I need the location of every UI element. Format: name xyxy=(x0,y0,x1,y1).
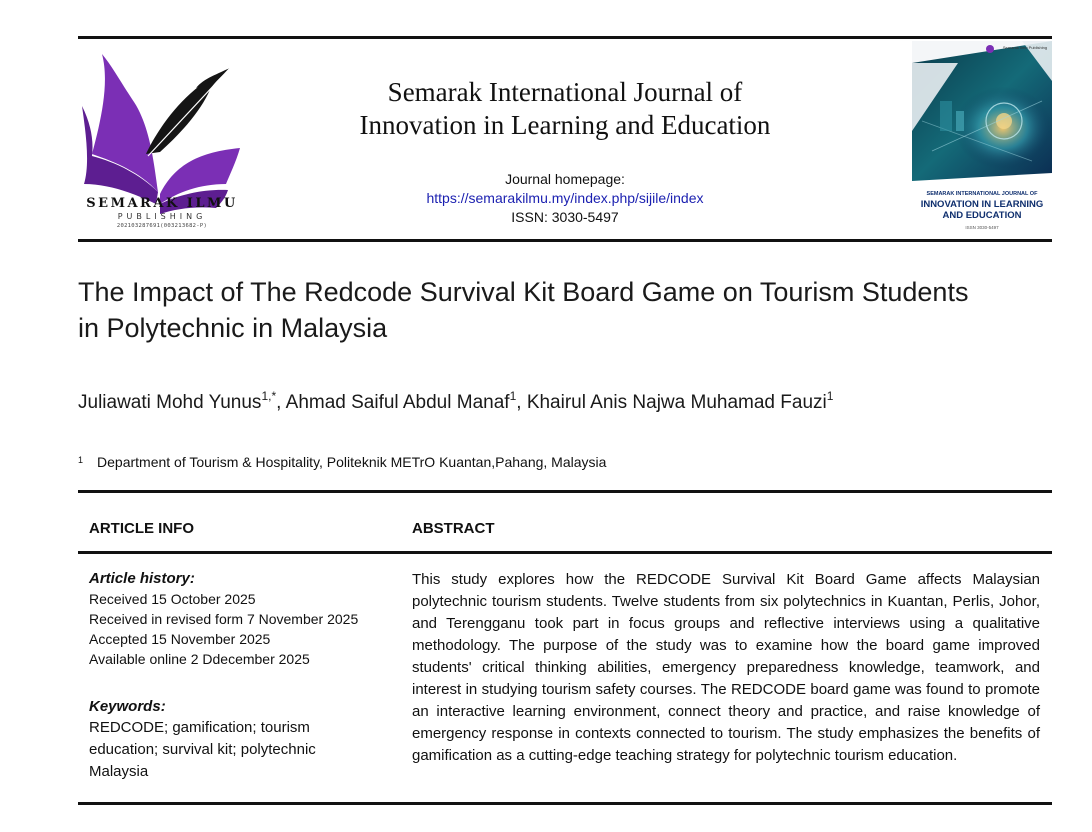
author-affiliation-mark: 1 xyxy=(826,389,834,403)
keywords-line: education; survival kit; polytechnic xyxy=(89,741,316,758)
article-title xyxy=(78,274,1058,346)
homepage-label: Journal homepage: xyxy=(505,171,625,187)
abstract-text: This study explores how the REDCODE Survival Kit Board Game affects Malaysian polytechnic tourism students. Twelve students from six polytechnics in Kuantan, Perlis, Johor, and Terengganu took part in focus groups and reflective interviews using a qualitative methodology. The purpose of the study was to examine how the board game improved students' critical thinking abilities, emergency preparedness knowledge, teamwork, and interest in studying tourism safety courses. The REDCODE board game was found to promote an interactive learning environment, connect theory and practice, and raise knowledge of emergency response in contexts connected to tourism. The study emphasizes the benefits of gamification as a cutting-edge teaching strategy for polytechnic tourism education. xyxy=(412,571,1040,764)
journal-issn: ISSN: 3030-5497 xyxy=(511,209,619,225)
author-name: Juliawati Mohd Yunus xyxy=(78,392,262,413)
logo-publisher-sub: PUBLISHING xyxy=(117,212,207,221)
journal-meta xyxy=(300,170,830,227)
affiliation xyxy=(78,454,606,470)
author-affiliation-mark: 1,* xyxy=(261,389,277,403)
author-list: Juliawati Mohd Yunus$^{1,*}$, Ahmad Saiful Abdul Manaf$^1$, Khairul Anis Najwa Muhamad Fauzi$^1$ xyxy=(78,389,834,413)
affiliation-number: 1 xyxy=(78,455,84,465)
cover-title-line2: AND EDUCATION xyxy=(942,210,1022,221)
author-name: Ahmad Saiful Abdul Manaf xyxy=(285,392,510,413)
article-info-heading: ARTICLE INFO xyxy=(89,520,194,537)
journal-title-line1: Semarak International Journal of xyxy=(387,77,743,107)
cover-publisher: Semarak Ilmu Publishing xyxy=(1002,45,1048,50)
article-history-label: Article history: xyxy=(89,570,195,587)
cover-top-line: SEMARAK INTERNATIONAL JOURNAL OF xyxy=(926,191,1038,197)
keywords-label: Keywords: xyxy=(89,698,166,715)
author-name: Khairul Anis Najwa Muhamad Fauzi xyxy=(526,392,827,413)
article-info xyxy=(89,569,389,783)
logo-registration: 202103287691(003213682-P) xyxy=(116,223,208,229)
history-item: Available online 2 Ddecember 2025 xyxy=(89,651,310,667)
journal-cover-image xyxy=(912,41,1052,237)
history-item: Received 15 October 2025 xyxy=(89,591,256,607)
info-table-top-rule xyxy=(78,490,1052,493)
abstract-heading: ABSTRACT xyxy=(412,520,495,537)
homepage-link[interactable]: https://semarakilmu.my/index.php/sijile/index xyxy=(426,190,704,206)
info-table-bottom-rule xyxy=(78,802,1052,805)
history-item: Received in revised form 7 November 2025 xyxy=(89,611,359,627)
header-top-rule xyxy=(78,36,1052,39)
history-item: Accepted 15 November 2025 xyxy=(89,631,271,647)
journal-title xyxy=(300,76,830,142)
cover-title-line1: INNOVATION IN LEARNING xyxy=(920,199,1044,210)
article-title-line1: The Impact of The Redcode Survival Kit Board Game on Tourism Students xyxy=(78,277,969,307)
cover-issn: ISSN 3030-5497 xyxy=(965,225,999,230)
info-table-header-rule xyxy=(78,551,1052,554)
header-bottom-rule xyxy=(78,239,1052,242)
keywords-line: REDCODE; gamification; tourism xyxy=(89,719,310,736)
keywords-line: Malaysia xyxy=(89,763,149,780)
author-affiliation-mark: 1 xyxy=(509,389,517,403)
journal-title-line2: Innovation in Learning and Education xyxy=(359,110,771,140)
logo-publisher-name: SEMARAK ILMU xyxy=(86,196,238,211)
affiliation-text: Department of Tourism & Hospitality, Politeknik METrO Kuantan,Pahang, Malaysia xyxy=(97,454,607,470)
article-title-line2: in Polytechnic in Malaysia xyxy=(78,313,388,343)
